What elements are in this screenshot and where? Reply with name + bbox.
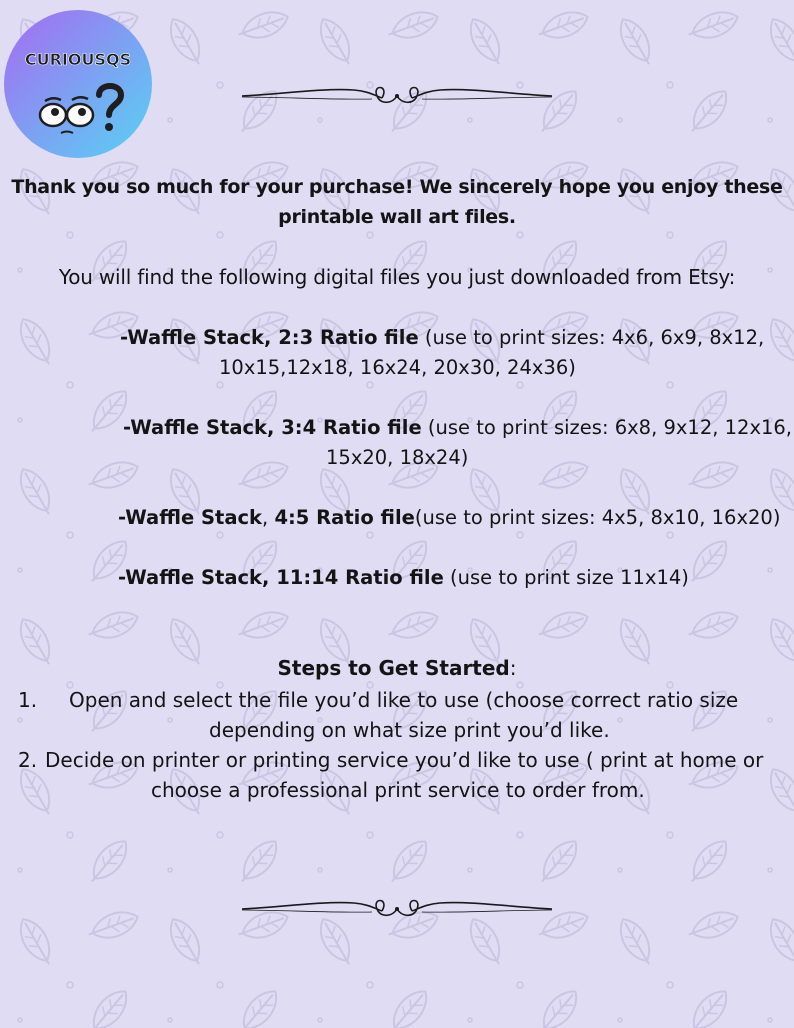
logo-text: CURIOUSQS [24, 50, 132, 69]
steps-heading [0, 656, 794, 680]
file-name-rest: 4:5 Ratio file [274, 506, 415, 529]
file-item-11-14 [118, 566, 689, 590]
step-1-line-1: Open and select the file you’d like to use (choose correct ratio size [69, 688, 739, 712]
steps-heading-text: Steps to Get Started [277, 656, 510, 680]
step-number-2: 2. [18, 748, 38, 772]
file-name: -Waffle Stack, 3:4 Ratio file [123, 416, 422, 439]
file-detail: (use to print size 11x14) [443, 566, 689, 589]
file-name: -Waffle Stack [118, 506, 263, 529]
file-item-2-3 [120, 326, 764, 350]
file-item-3-4-cont: 15x20, 18x24) [326, 446, 469, 469]
file-item-4-5 [118, 506, 780, 530]
curiousqs-logo [3, 9, 153, 159]
step-number-1: 1. [18, 688, 38, 712]
file-detail: (use to print sizes: 6x8, 9x12, 12x16, [421, 416, 792, 439]
ornament-divider-top [242, 80, 552, 110]
file-item-2-3-cont: 10x15,12x18, 16x24, 20x30, 24x36) [219, 356, 576, 379]
step-2-line-1: Decide on printer or printing service you’d like to use ( print at home or [45, 748, 764, 772]
file-name: -Waffle Stack, 11:14 Ratio file [118, 566, 444, 589]
ornament-divider-bottom [242, 893, 552, 923]
steps-heading-colon: : [509, 656, 517, 680]
file-detail: (use to print sizes: 4x5, 8x10, 16x20) [414, 506, 781, 529]
step-2-line-2: choose a professional print service to order from. [151, 778, 645, 802]
file-detail: (use to print sizes: 4x6, 6x9, 8x12, [418, 326, 765, 349]
intro-line-2: printable wall art files. [278, 206, 516, 228]
intro-line-1: Thank you so much for your purchase! We sincerely hope you enjoy these [11, 176, 783, 198]
file-name: -Waffle Stack, 2:3 Ratio file [120, 326, 419, 349]
files-lead: You will find the following digital files you just downloaded from Etsy: [58, 265, 736, 289]
step-1-line-2: depending on what size print you’d like. [209, 718, 610, 742]
file-name-sep: , [262, 506, 275, 529]
file-item-3-4 [123, 416, 792, 440]
